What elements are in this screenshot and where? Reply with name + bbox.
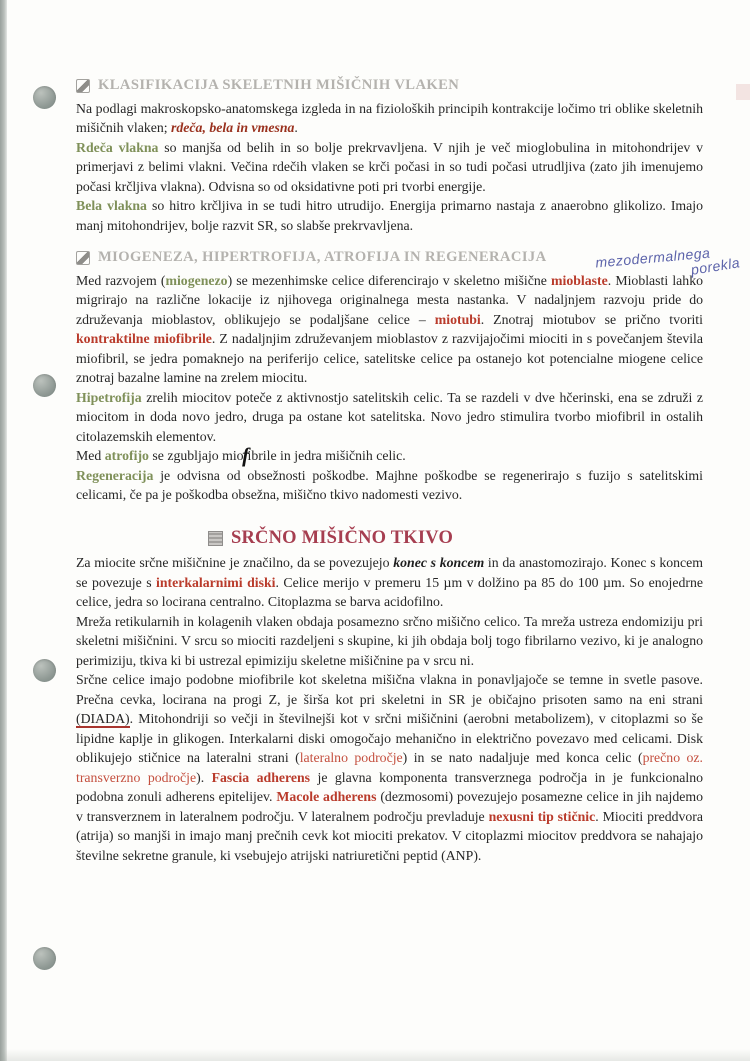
square-bullet-icon bbox=[208, 531, 223, 546]
text-run-n: Za miocite srčne mišičnine je značilno, da se povezujejo bbox=[76, 555, 394, 570]
text-run-n: Med bbox=[76, 448, 105, 463]
text-run-g: Hipetrofija bbox=[76, 389, 142, 405]
paragraph bbox=[76, 388, 703, 447]
text-run-rb: mioblaste bbox=[551, 272, 608, 288]
text-run-n: in da anastomozirajo. Konec s koncem se povezuje s bbox=[76, 555, 703, 590]
section-heading-klasifikacija bbox=[76, 76, 703, 96]
checkbox-bullet-icon bbox=[76, 79, 90, 93]
text-run-g: Regeneracija bbox=[76, 467, 154, 483]
text-run-n: se zgubljajo mio bbox=[148, 448, 244, 463]
text-run-n: . Z nadaljnjim združevanjem mioblastov z razvijajočimi miociti in s povečanjem števila miofibril, se jedra pomaknejo na periferijo celice, satelitske celice pa ostanejo kot potencialne miogene celice znotraj bazalne lamine na zrelem miocitu. bbox=[76, 331, 704, 385]
paragraph bbox=[76, 196, 703, 235]
hole-punch bbox=[33, 86, 56, 109]
text-run-rb: Fascia adherens bbox=[211, 769, 311, 785]
hole-punch bbox=[33, 374, 56, 397]
text-run-n: . bbox=[294, 120, 298, 135]
section-heading-text: MIOGENEZA, HIPERTROFIJA, ATROFIJA IN REGENERACIJA bbox=[98, 249, 547, 265]
text-run-hf: f bbox=[242, 445, 249, 467]
text-run-rb: nexusni tip stičnic bbox=[488, 808, 596, 824]
paragraph bbox=[76, 138, 703, 197]
text-run-n: zrelih miocitov poteče z aktivnostjo satelitskih celic. Ta se razdeli v dve hčerinski, ena se združi z miocitom in doda novo jedro, druga pa ostane kot satelitska. Novo jedro stimulira tvorbo miofibril in ostalih citolazemskih elementov. bbox=[76, 389, 703, 444]
text-run-g: Rdeča vlakna bbox=[76, 139, 159, 155]
text-run-n: ) se mezenhimske celice diferencirajo v skeletno mišične bbox=[227, 272, 552, 288]
paragraph bbox=[76, 612, 703, 671]
text-run-di: rdeča, bela in vmesna bbox=[171, 120, 295, 135]
text-run-n: je odvisna od obsežnosti poškodbe. Majhne poškodbe se regenerirajo s fuzijo s satelitskimi celicami, če pa je poškodba obsežna, mišično tkivo nadomesti vezivo. bbox=[76, 467, 703, 502]
text-run-n: ibrile in jedra mišičnih celic. bbox=[247, 448, 406, 463]
section-heading-text: SRČNO MIŠIČNO TKIVO bbox=[231, 527, 454, 548]
text-run-n: ) in se nato nadaljuje med konca celic ( bbox=[402, 750, 643, 765]
scan-smudge bbox=[736, 84, 750, 100]
text-run-n: . Mitohondriji so večji in številnejši kot v srčni mišičnini (aerobni metabolizem), v citoplazmi so še lipidne kaplje in glikogen. Interkalarni diski omogočajo mehanično in električno povezavo med celicami. Disk oblikujejo stičnice na lateralni strani ( bbox=[76, 711, 703, 765]
text-run-rb: kontraktilne miofibrile bbox=[76, 331, 212, 346]
text-run-n: so hitro krčljiva in se tudi hitro utrudijo. Energija primarno nastaja z anaerobno glikolizo. Imajo manj mitohondrijev, bolje razvit SR, so slabše prekrvavljena. bbox=[76, 198, 703, 233]
text-run-rb: miotubi bbox=[434, 311, 481, 327]
section-heading-text: KLASIFIKACIJA SKELETNIH MIŠIČNIH VLAKEN bbox=[98, 77, 460, 93]
text-run-n: Srčne celice imajo podobne miofibrile kot skeletna mišična vlakna in ponavljajoče se temne in svetle pasove. Prečna cevka, locirana na progi Z, je širša kot pri skeletni in SR je običajno prisoten samo na eni strani bbox=[76, 672, 703, 707]
text-run-g: miogenezo bbox=[165, 272, 228, 288]
text-run-rb: Macole adherens bbox=[276, 789, 377, 804]
text-run-r: prečno oz. transverzno področje bbox=[76, 750, 703, 785]
text-run-n: Mreža retikularnih in kolagenih vlaken obdaja posamezno srčno mišično celico. Ta mreža ustreza endomiziju pri skeletni mišičnini. V srcu so miociti razdeljeni s skupine, ki jih obdaja bolj togo fibrilarno vezivo, ki je analogno perimiziju, tkiva ki bi ustrezal epimiziju skeletne mišičnine pa v srcu ni. bbox=[76, 613, 703, 668]
section-heading-srcno-misicno-tkivo bbox=[208, 529, 703, 549]
text-run-n: . Znotraj miotubov se prično tvoriti bbox=[480, 311, 703, 327]
text-run-u: (DIADA) bbox=[76, 711, 130, 726]
checkbox-bullet-icon bbox=[76, 251, 90, 265]
text-run-n: Na podlagi makroskopsko-anatomskega izgleda in na fizioloških principih kontrakcije ločimo tri oblike skeletnih mišičnih vlaken; bbox=[76, 100, 703, 135]
text-run-n: so manjša od belih in so bolje prekrvavljena. V njih je več mioglobulina in mitohondrijev v primerjavi z belimi vlakni. Večina rdečih vlaken se krči počasi in so tudi počasi utrudljiva (zato jih imenujemo počasi krčljiva vlakna). Odvisna so od oksidativne poti pri tvorbi energije. bbox=[76, 139, 704, 194]
paragraph bbox=[76, 466, 703, 505]
paragraph bbox=[76, 553, 703, 612]
text-run-bi: konec s koncem bbox=[393, 555, 485, 570]
annotation-line: mezodermalnega bbox=[594, 244, 711, 271]
annotation-line: porekla bbox=[689, 254, 742, 278]
text-run-n: Med razvojem ( bbox=[76, 272, 166, 288]
hole-punch bbox=[33, 659, 56, 682]
text-run-n: je glavna komponenta transverznega področja in je funkcionalno podobna zonuli adherens epitelijev. bbox=[76, 769, 703, 804]
page-content bbox=[76, 76, 703, 865]
scanner-edge-strip bbox=[0, 0, 7, 1061]
text-run-n: ). bbox=[196, 769, 212, 785]
hole-punch bbox=[33, 947, 56, 970]
text-run-rb: interkalarnimi diski bbox=[156, 574, 276, 590]
scan-bottom-shadow bbox=[0, 1049, 750, 1061]
paragraph bbox=[76, 446, 703, 466]
text-run-g: Bela vlakna bbox=[76, 198, 147, 213]
paragraph bbox=[76, 99, 703, 138]
text-run-r: lateralno področje bbox=[299, 750, 403, 765]
text-run-n: . Mioblasti lahko migrirajo na različne lokacije iz njihovega originalnega mesta nastanka. V nadaljnjem razvoju pride do združevanja mioblastov, oblikujejo se podaljšane celice – bbox=[76, 272, 703, 327]
text-run-n: . Celice merijo v premeru 15 µm v dolžino pa 85 do 100 µm. So enojedrne celice, jedra so locirana centralno. Citoplazma se barva acidofilno. bbox=[76, 574, 703, 609]
text-run-n: (dezmosomi) povezujejo posamezne celice in jih najdemo v transverznem in lateralnem področju. V lateralnem področju prevladuje bbox=[76, 789, 704, 824]
text-run-n: . Miociti preddvora (atrija) so manjši in imajo manj prečnih cevk kot miociti prekatov. V citoplazmi miocitov preddvora se nahajajo številne sekretne granule, ki vsebujejo atrijski natriuretični peptid (ANP). bbox=[76, 808, 704, 863]
text-run-g: atrofijo bbox=[104, 448, 149, 463]
paragraph bbox=[76, 670, 703, 865]
